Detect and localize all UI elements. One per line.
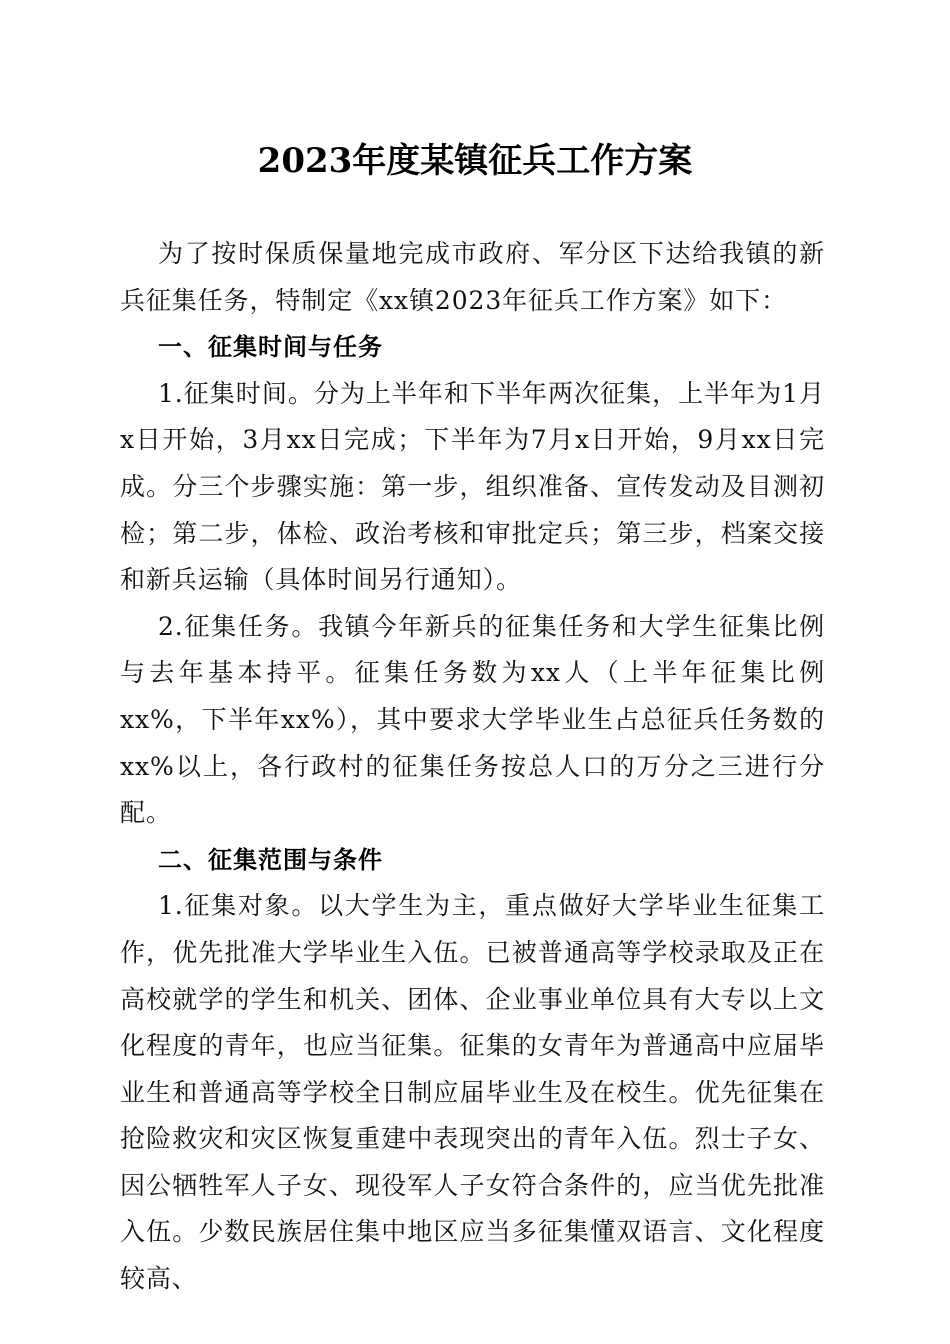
section-paragraph: 1.征集对象。以大学生为主，重点做好大学毕业生征集工作，优先批准大学毕业生入伍。已被普通高等学校录取及正在高校就学的学生和机关、团体、企业事业单位具有大专以上文化程度的青年，也应当征集。征集的女青年为普通高中应届毕业生和普通高等学校全日制应届毕业生及在校生。优先征集在抢险救灾和灾区恢复重建中表现突出的青年入伍。烈士子女、因公牺牲军人子女、现役军人子女符合条件的，应当优先批准入伍。少数民族居住集中地区应当多征集懂双语言、文化程度较高、 (120, 891, 825, 1294)
section-paragraph: 1.征集时间。分为上半年和下半年两次征集，上半年为1月x日开始，3月xx日完成；下半年为7月x日开始，9月xx日完成。分三个步骤实施：第一步，组织准备、宣传发动及目测初检；第二步，体检、政治考核和审批定兵；第三步，档案交接和新兵运输（具体时间另行通知）。 (120, 378, 825, 595)
section-heading: 一、征集时间与任务 (158, 333, 383, 362)
section-1 (120, 324, 825, 837)
document-body (120, 231, 825, 1303)
section-paragraph: 2.征集任务。我镇今年新兵的征集任务和大学生征集比例与去年基本持平。征集任务数为xx人（上半年征集比例xx%，下半年xx%），其中要求大学毕业生占总征兵任务数的xx%以上，各行政村的征集任务按总人口的万分之三进行分配。 (120, 611, 825, 828)
section-2 (120, 837, 825, 1303)
intro-paragraph: 为了按时保质保量地完成市政府、军分区下达给我镇的新兵征集任务，特制定《xx镇2023年征兵工作方案》如下： (120, 239, 825, 315)
document-title: 2023年度某镇征兵工作方案 (257, 141, 693, 181)
section-heading: 二、征集范围与条件 (158, 845, 383, 874)
